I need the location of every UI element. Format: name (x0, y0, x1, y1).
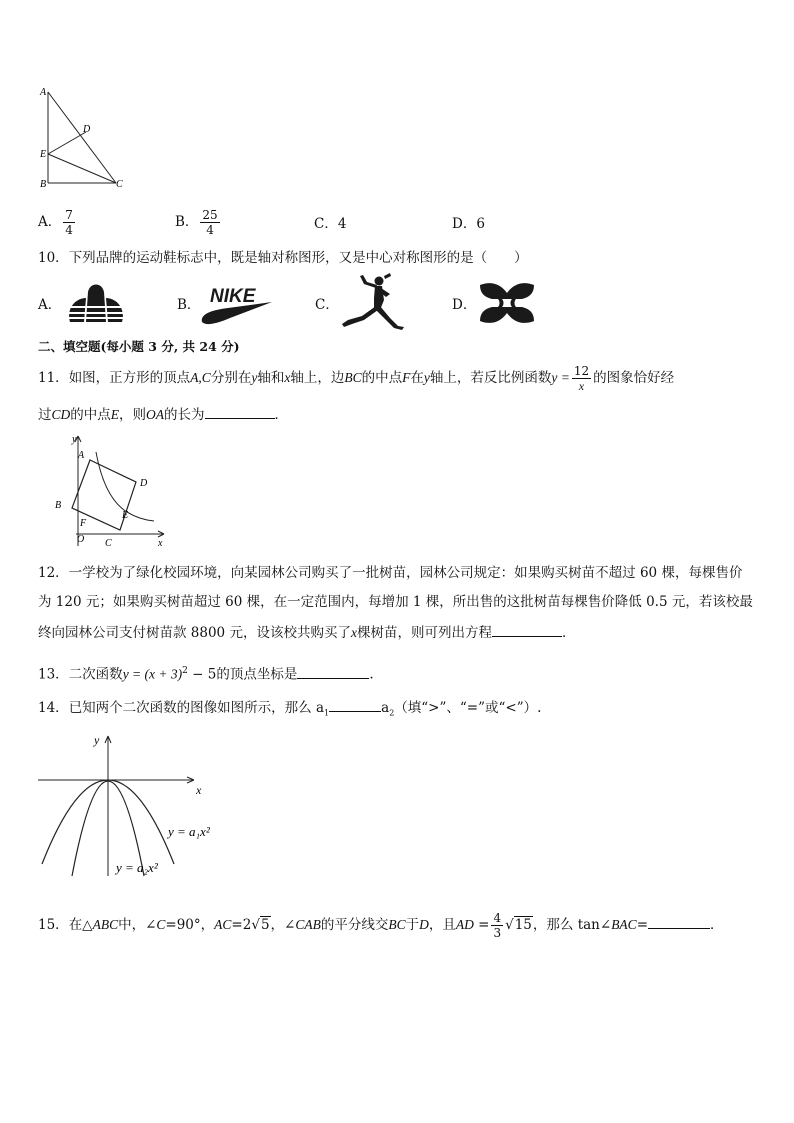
q10-option-a[interactable]: A． (38, 297, 62, 313)
q12-line3: 终向园林公司支付树苗款 8800 元，设该校共购买了x棵树苗，则可列出方程 ． (38, 622, 575, 643)
q11-square-figure (50, 430, 170, 548)
q9-option-d[interactable]: D．6 (452, 216, 485, 232)
q10-option-c[interactable]: C． (315, 297, 339, 313)
svg-text:E: E (122, 510, 129, 521)
q14-answer-blank[interactable] (329, 697, 381, 712)
svg-text:A: A (78, 450, 85, 461)
nike-logo-icon (198, 280, 274, 326)
svg-text:y: y (94, 733, 100, 747)
q9-label-c: C (116, 179, 123, 190)
q11-stem-line1: 11．如图，正方形的顶点A,C分别在y轴和x轴上，边BC的中点F在y轴上，若反比例函数y = $\frac{12}{x}$ 的图象恰好经 (38, 364, 675, 393)
svg-text:x: x (196, 783, 202, 797)
q9-option-a[interactable]: A． $\frac{7}{4}$ (38, 208, 73, 237)
jumpman-logo-icon (338, 272, 408, 334)
q9-triangle-figure (36, 86, 136, 190)
svg-text:y = a₁x²: y = a₁x² (168, 824, 210, 839)
q9-label-a: A (40, 87, 47, 98)
q13-stem: 13．二次函数$y = (x + 3)^2 - 5$的顶点坐标是 . (38, 661, 374, 685)
svg-text:O: O (77, 534, 85, 545)
q14-stem: 14．已知两个二次函数的图像如图所示，那么 $a_1$ $a_2$（填“>”、“=”或“<”）. (38, 697, 541, 724)
q10-stem: 10．下列品牌的运动鞋标志中，既是轴对称图形，又是中心对称图形的是（ ） (38, 250, 528, 266)
q11-answer-blank[interactable] (205, 404, 275, 419)
q15-answer-blank[interactable] (648, 914, 710, 929)
q9-option-c[interactable]: C．4 (314, 216, 347, 232)
q9-label-b: B (40, 179, 47, 190)
q9-label-d: D (83, 124, 91, 135)
q10-option-b[interactable]: B． (177, 297, 201, 313)
q12-answer-blank[interactable] (492, 622, 562, 637)
q13-answer-blank[interactable] (297, 664, 369, 679)
section-title: 二、填空题(每小题 3 分, 共 24 分) (38, 339, 240, 354)
q9-label-e: E (40, 149, 47, 160)
adidas-trefoil-icon (62, 278, 130, 326)
svg-text:y = a₂x²: y = a₂x² (116, 860, 158, 875)
svg-text:B: B (55, 500, 62, 511)
q10-option-d[interactable]: D． (452, 297, 477, 313)
svg-text:NIKE: NIKE (210, 286, 256, 307)
q14-parabola-figure (36, 730, 226, 880)
q15-stem: 15．在△ABC中，∠C=90°，AC=2√5，∠CAB的平分线交BC于D，且AD = $\frac{4}{3}$ √15，那么 tan∠BAC= ． (38, 911, 724, 940)
q12-line1: 12．一学校为了绿化校园环境，向某园林公司购买了一批树苗，园林公司规定：如果购买树苗不超过 60 棵，每棵售价 (38, 565, 743, 581)
svg-text:x: x (158, 538, 163, 548)
q11-stem-line2: 过CD的中点E，则OA的长为 ． (38, 404, 288, 425)
svg-text:y: y (72, 434, 77, 445)
svg-text:F: F (80, 518, 87, 529)
under-armour-logo-icon (476, 279, 538, 327)
q12-line2: 为 120 元；如果购买树苗超过 60 棵，在一定范围内，每增加 1 棵，所出售的这批树苗每棵售价降低 0.5 元，若该校最 (38, 594, 753, 610)
svg-text:C: C (105, 538, 112, 548)
svg-text:D: D (140, 478, 148, 489)
q9-option-b[interactable]: B． $\frac{25}{4}$ (175, 208, 218, 237)
